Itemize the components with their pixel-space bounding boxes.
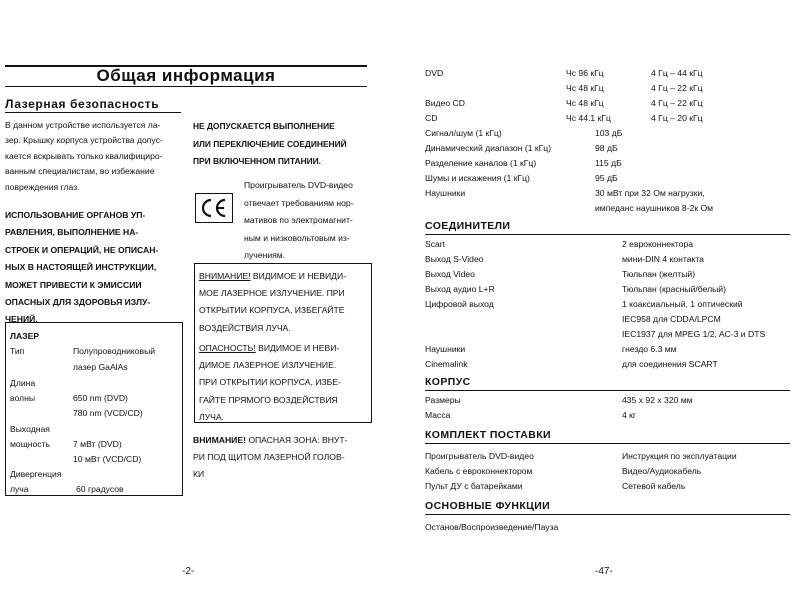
warning-line: МОЖЕТ ПРИВЕСТИ К ЭМИССИИ	[5, 279, 142, 290]
type-value: Полупроводниковый	[73, 346, 156, 356]
connector-label: Scart	[425, 239, 446, 249]
spec-range: 4 Гц – 44 кГц	[651, 68, 703, 78]
page-number-right: -47-	[595, 566, 613, 577]
power-value: 10 мВт (VCD/CD)	[73, 454, 142, 464]
danger-label: ОПАСНОСТЬ!	[199, 343, 256, 353]
power-value: 7 мВт (DVD)	[73, 439, 122, 449]
connectors-heading: СОЕДИНИТЕЛИ	[425, 220, 511, 232]
intro-line: повреждения глаз.	[5, 181, 80, 192]
danger-zone-paragraph	[193, 432, 371, 484]
type-value: лазер GaAlAs	[73, 362, 128, 372]
danger-line: ГАЙТЕ ПРЯМОГО ВОЗДЕЙСТВИЯ	[199, 394, 338, 405]
danger-text: ВИДИМОЕ И НЕВИ-	[255, 343, 340, 353]
kit-item: Проигрыватель DVD-видео	[425, 451, 534, 461]
warning-line: СТРОЕК И ОПЕРАЦИЙ, НЕ ОПИСАН-	[5, 244, 159, 255]
laser-safety-heading: Лазерная безопасность	[5, 97, 160, 111]
page-number-left: -2-	[182, 566, 195, 577]
controls-warning-paragraph	[5, 207, 183, 329]
caution-paragraph	[199, 268, 367, 337]
kit-item: Сетевой кабель	[622, 481, 686, 491]
warning-line: ЧЕНИЙ.	[5, 314, 38, 325]
warning-line: ИСПОЛЬЗОВАНИЕ ОРГАНОВ УП-	[5, 210, 146, 220]
connector-label: Выход Video	[425, 269, 475, 279]
warning-line: РАВЛЕНИЯ, ВЫПОЛНЕНИЕ НА-	[5, 227, 139, 238]
ce-line: мативов по электромагнит-	[244, 215, 353, 226]
audio-spec-label: Динамический диапазон (1 кГц)	[425, 143, 552, 153]
connectors-rule	[425, 234, 790, 235]
danger-zone-first-line	[193, 432, 371, 449]
danger-zone-line: КИ	[193, 469, 205, 480]
audio-spec-value: 115 дБ	[595, 158, 622, 168]
laser-caution-box	[194, 263, 372, 423]
case-value: 4 кг	[622, 410, 637, 420]
kit-item: Пульт ДУ с батарейками	[425, 481, 523, 491]
laser-box-heading: ЛАЗЕР	[10, 331, 40, 341]
connector-value: мини-DIN 4 контакта	[622, 254, 704, 264]
danger-zone-line: РИ ПОД ЩИТОМ ЛАЗЕРНОЙ ГОЛОВ-	[193, 452, 345, 463]
danger-line: ДИМОЕ ЛАЗЕРНОЕ ИЗЛУЧЕНИЕ.	[199, 360, 337, 371]
type-label: Тип	[10, 346, 25, 356]
connector-value: IEC958 для CDDA/LPCM	[622, 314, 721, 324]
spec-label: DVD	[425, 68, 444, 78]
spec-range: 4 Гц – 20 кГц	[651, 113, 703, 123]
spec-range: 4 Гц – 22 кГц	[651, 98, 703, 108]
connector-label: Cinemalink	[425, 359, 468, 369]
danger-line: ЛУЧА.	[199, 411, 224, 422]
caution-line: МОЕ ЛАЗЕРНОЕ ИЗЛУЧЕНИЕ. ПРИ	[199, 288, 345, 299]
page-title: Общая информация	[96, 66, 276, 85]
kit-item: Инструкция по эксплуатации	[622, 451, 737, 461]
spec-sampling: Чс 48 кГц	[566, 83, 604, 93]
ce-line: лучениям.	[244, 250, 286, 261]
functions-line: Останов/Воспроизведение/Пауза	[425, 522, 559, 532]
connector-value: Тюльпан (желтый)	[622, 269, 696, 279]
connector-label: Цифровой выход	[425, 299, 494, 309]
laser-intro-paragraph	[5, 118, 183, 195]
caution-first-line	[199, 268, 367, 285]
warning-line: ОПАСНЫХ ДЛЯ ЗДОРОВЬЯ ИЗЛУ-	[5, 297, 151, 308]
connector-value: Тюльпан (красный/белый)	[622, 284, 726, 294]
laser-spec-box	[5, 322, 183, 496]
title-rule-bottom	[5, 86, 367, 87]
intro-line: ванным специалистам, во избежание	[5, 166, 155, 177]
spec-label: CD	[425, 113, 438, 123]
warning-line: НЫХ В НАСТОЯЩЕЙ ИНСТРУКЦИИ,	[5, 262, 157, 273]
wavelength-label: Длина	[10, 378, 36, 388]
spec-sampling: Чс 96 кГц	[566, 68, 604, 78]
audio-spec-value: 103 дБ	[595, 128, 623, 138]
power-warning-line: ПРИ ВКЛЮЧЕННОМ ПИТАНИИ.	[193, 156, 321, 167]
functions-rule	[425, 514, 790, 515]
wavelength-value: 650 nm (DVD)	[73, 393, 128, 403]
connector-value: 2 евроконнектора	[622, 239, 694, 249]
connector-label: Выход S-Video	[425, 254, 484, 264]
ce-line: Проигрыватель DVD-видео	[244, 180, 353, 190]
caution-line: ВОЗДЕЙСТВИЯ ЛУЧА.	[199, 322, 291, 333]
danger-zone-text: ОПАСНАЯ ЗОНА: ВНУТ-	[245, 435, 348, 445]
danger-zone-label: ВНИМАНИЕ!	[193, 435, 246, 445]
spec-sampling: Чс 44.1 кГц	[566, 113, 611, 123]
ce-compliance-paragraph	[244, 177, 372, 265]
connector-value: 1 коаксиальный, 1 оптический	[622, 299, 743, 309]
divergence-label: Дивергенция	[10, 469, 62, 479]
caution-line: ОТКРЫТИИ КОРПУСА, ИЗБЕГАЙТЕ	[199, 305, 345, 316]
case-heading: КОРПУС	[425, 376, 471, 388]
divergence-value: 60 градусов	[76, 484, 124, 494]
case-value: 435 x 92 x 320 мм	[622, 395, 693, 405]
audio-spec-label: Разделение каналов (1 кГц)	[425, 158, 537, 168]
power-warning-line: НЕ ДОПУСКАЕТСЯ ВЫПОЛНЕНИЕ	[193, 121, 335, 131]
danger-first-line	[199, 340, 367, 357]
caution-label: ВНИМАНИЕ!	[199, 271, 251, 281]
kit-rule	[425, 443, 790, 444]
ce-line: отвечает требованиям нор-	[244, 197, 354, 208]
functions-heading: ОСНОВНЫЕ ФУНКЦИИ	[425, 500, 551, 512]
connector-value: гнездо 6.3 мм	[622, 344, 677, 354]
audio-spec-value: 98 дБ	[595, 143, 618, 153]
power-label: мощность	[10, 439, 50, 449]
spec-range: 4 Гц – 22 кГц	[651, 83, 703, 93]
case-rule	[425, 390, 790, 391]
intro-line: В данном устройстве используется ла-	[5, 120, 161, 130]
spec-sampling: Чс 48 кГц	[566, 98, 604, 108]
laser-heading-rule	[5, 112, 181, 113]
power-label: Выходная	[10, 424, 50, 434]
case-label: Масса	[425, 410, 451, 420]
power-warning-paragraph	[193, 118, 371, 171]
audio-spec-value: 95 дБ	[595, 173, 618, 183]
ce-line: ным и низковольтовым из-	[244, 232, 350, 243]
power-warning-line: ИЛИ ПЕРЕКЛЮЧЕНИЕ СОЕДИНЕНИЙ	[193, 138, 347, 149]
connector-label: Выход аудио L+R	[425, 284, 495, 294]
spec-label: Видео CD	[425, 98, 465, 108]
ce-mark-icon	[195, 193, 233, 223]
connector-value: IEC1937 для MPEG 1/2, AC-3 и DTS	[622, 329, 766, 339]
danger-paragraph	[199, 340, 367, 426]
audio-spec-label: Наушники	[425, 188, 466, 198]
audio-spec-value: импеданс наушников 8-2к Ом	[595, 203, 714, 213]
kit-item: Видео/Аудиокабель	[622, 466, 702, 476]
wavelength-label: волны	[10, 393, 35, 403]
audio-spec-label: Шумы и искажения (1 кГц)	[425, 173, 530, 183]
connector-label: Наушники	[425, 344, 466, 354]
connector-value: для соединения SCART	[622, 359, 718, 369]
audio-spec-label: Сигнал/шум (1 кГц)	[425, 128, 502, 138]
danger-line: ПРИ ОТКРЫТИИ КОРПУСА, ИЗБЕ-	[199, 377, 341, 388]
divergence-label: луча	[10, 484, 29, 494]
kit-item: Кабель с евроконнектором	[425, 466, 533, 476]
audio-spec-value: 30 мВт при 32 Ом нагрузки,	[595, 188, 705, 198]
intro-line: зер. Крышку корпуса устройства допус-	[5, 135, 163, 146]
caution-text: ВИДИМОЕ И НЕВИДИ-	[250, 271, 347, 281]
intro-line: кается вскрывать только квалифициро-	[5, 150, 163, 161]
kit-heading: КОМПЛЕКТ ПОСТАВКИ	[425, 429, 551, 441]
case-label: Размеры	[425, 395, 461, 405]
wavelength-value: 780 nm (VCD/CD)	[73, 408, 143, 418]
